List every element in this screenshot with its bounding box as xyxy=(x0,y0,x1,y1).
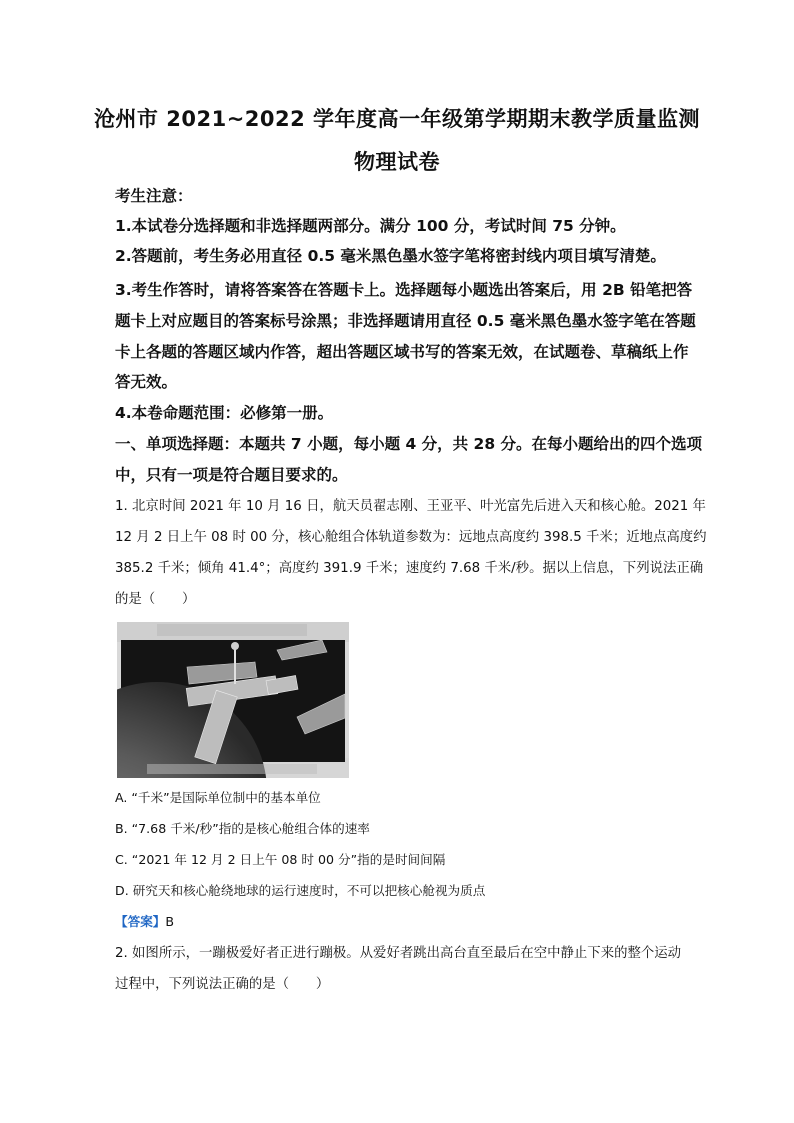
notice-line: 答无效。 xyxy=(115,373,178,391)
section-heading: 中，只有一项是符合题目要求的。 xyxy=(115,466,348,484)
answer-value: B xyxy=(165,914,175,929)
option-d: D. 研究天和核心舱绕地球的运行速度时，不可以把核心舱视为质点 xyxy=(115,883,486,898)
notice-line: 2.答题前，考生务必用直径 0.5 毫米黑色墨水签字笔将密封线内项目填写清楚。 xyxy=(115,247,666,265)
notice-line: 卡上各题的答题区域内作答，超出答题区域书写的答案无效，在试题卷、草稿纸上作 xyxy=(115,343,689,361)
option-b: B. “7.68 千米/秒”指的是核心舱组合体的速率 xyxy=(115,821,370,836)
question-2-line: 过程中，下列说法正确的是（ ） xyxy=(115,977,330,992)
exam-subtitle: 物理试卷 xyxy=(354,150,440,174)
notice-line: 4.本卷命题范围：必修第一册。 xyxy=(115,404,334,422)
question-1-line: 1. 北京时间 2021 年 10 月 16 日，航天员翟志刚、王亚平、叶光富先后进入天和核心舱。2021 年 xyxy=(115,499,706,514)
answer-tag: 【答案】 xyxy=(115,914,166,929)
question-1-line: 12 月 2 日上午 08 时 00 分，核心舱组合体轨道参数为：远地点高度约 398.5 千米；近地点高度约 xyxy=(115,530,707,545)
notice-line: 3.考生作答时，请将答案答在答题卡上。选择题每小题选出答案后，用 2B 铅笔把答 xyxy=(115,281,693,299)
option-a: A. “千米”是国际单位制中的基本单位 xyxy=(115,790,321,805)
question-1-line: 385.2 千米；倾角 41.4°；高度约 391.9 千米；速度约 7.68 千米/秒。据以上信息，下列说法正确 xyxy=(115,561,704,576)
space-station-photo xyxy=(117,622,349,778)
answer-line xyxy=(115,912,174,932)
notice-heading: 考生注意： xyxy=(115,187,193,205)
question-1-line: 的是（ ） xyxy=(115,592,196,607)
section-heading: 一、单项选择题：本题共 7 小题，每小题 4 分，共 28 分。在每小题给出的四个选项 xyxy=(115,435,703,453)
exam-title: 沧州市 2021~2022 学年度高一年级第学期期末教学质量监测 xyxy=(93,107,701,131)
question-2-line: 2. 如图所示，一蹦极爱好者正进行蹦极。从爱好者跳出高台直至最后在空中静止下来的整个运动 xyxy=(115,946,682,961)
notice-line: 1.本试卷分选择题和非选择题两部分。满分 100 分，考试时间 75 分钟。 xyxy=(115,217,626,235)
option-c: C. “2021 年 12 月 2 日上午 08 时 00 分”指的是时间间隔 xyxy=(115,852,446,867)
notice-line: 题卡上对应题目的答案标号涂黑；非选择题请用直径 0.5 毫米黑色墨水签字笔在答题 xyxy=(115,312,696,330)
